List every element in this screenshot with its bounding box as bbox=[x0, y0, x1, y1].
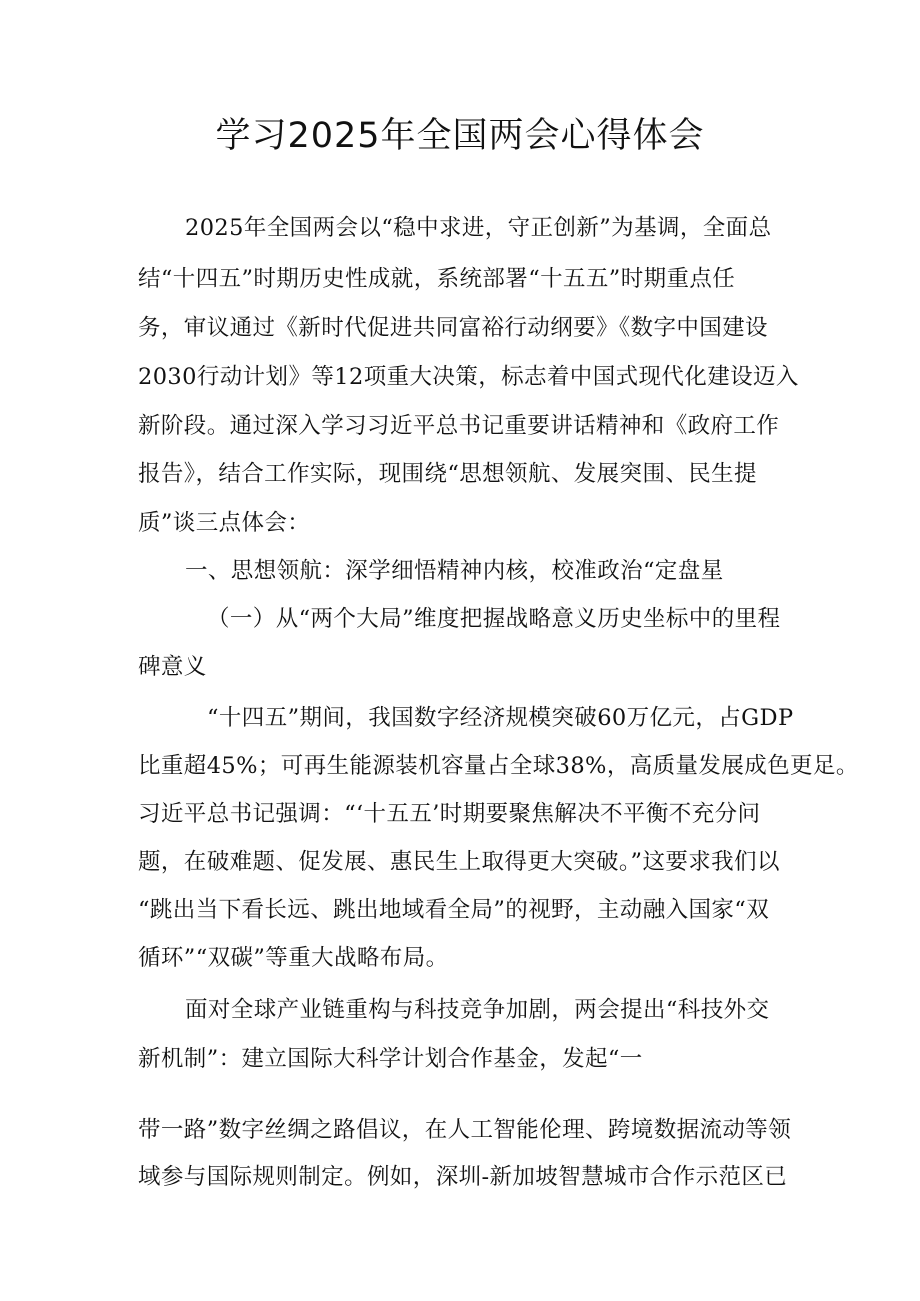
paragraph-line: 质”谈三点体会： bbox=[138, 510, 311, 536]
subsection-heading: 碑意义 bbox=[138, 654, 207, 680]
document-title: 学习2025年全国两会心得体会 bbox=[215, 116, 705, 156]
paragraph-line: 带一路”数字丝绸之路倡议，在人工智能伦理、跨境数据流动等领 bbox=[138, 1117, 792, 1143]
paragraph-line: 务，审议通过《新时代促进共同富裕行动纲要》《数字中国建设 bbox=[138, 315, 768, 341]
paragraph-line: 习近平总书记强调：“‘十五五’时期要聚焦解决不平衡不充分问 bbox=[138, 801, 761, 827]
paragraph-line: 新机制”：建立国际大科学计划合作基金，发起“一 bbox=[138, 1046, 643, 1072]
paragraph-line: 比重超45%；可再生能源装机容量占全球38%，高质量发展成色更足。 bbox=[138, 753, 859, 779]
paragraph-line: 题，在破难题、促发展、惠民生上取得更大突破。”这要求我们以 bbox=[138, 849, 780, 875]
section-heading: 一、思想领航：深学细悟精神内核，校准政治“定盘星 bbox=[185, 558, 724, 584]
paragraph-line: 循环”“双碳”等重大战略布局。 bbox=[138, 945, 449, 971]
paragraph-line: 面对全球产业链重构与科技竞争加剧，两会提出“科技外交 bbox=[185, 997, 770, 1023]
paragraph-line: “十四五”期间，我国数字经济规模突破60万亿元，占GDP bbox=[207, 705, 794, 731]
paragraph-line: “跳出当下看长远、跳出地域看全局”的视野，主动融入国家“双 bbox=[138, 897, 770, 923]
paragraph-line: 2025年全国两会以“稳中求进，守正创新”为基调，全面总 bbox=[185, 215, 772, 241]
paragraph-line: 报告》，结合工作实际，现围绕“思想领航、发展突围、民生提 bbox=[138, 461, 757, 487]
paragraph-line: 新阶段。通过深入学习习近平总书记重要讲话精神和《政府工作 bbox=[138, 413, 780, 439]
paragraph-line: 结“十四五”时期历史性成就，系统部署“十五五”时期重点任 bbox=[138, 266, 736, 292]
paragraph-line: 域参与国际规则制定。例如，深圳-新加坡智慧城市合作示范区已 bbox=[138, 1164, 788, 1190]
paragraph-line: 2030行动计划》等12项重大决策，标志着中国式现代化建设迈入 bbox=[138, 364, 799, 390]
subsection-heading: （一）从“两个大局”维度把握战略意义历史坐标中的里程 bbox=[207, 606, 781, 632]
